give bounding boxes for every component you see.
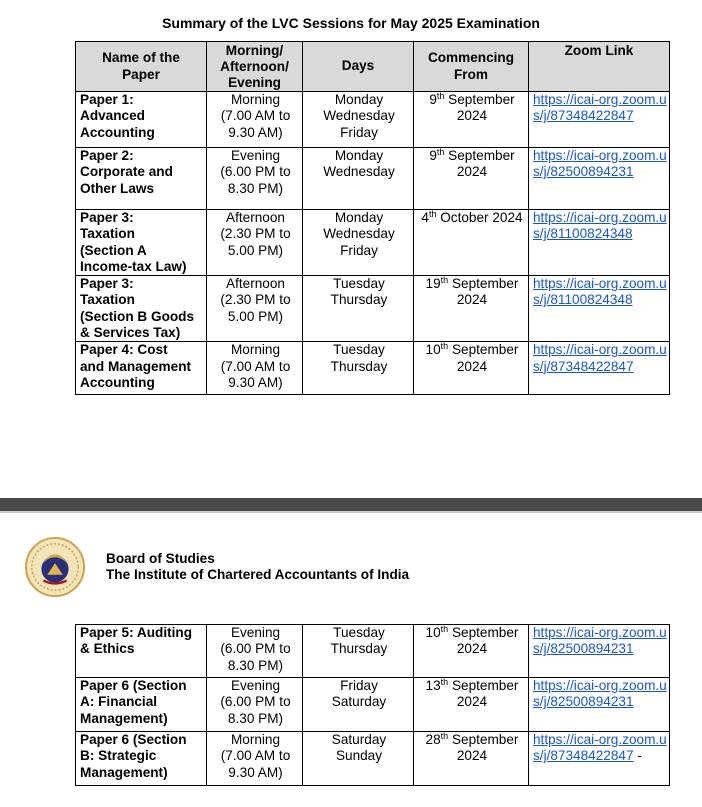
date-rest: October 2024	[436, 210, 523, 225]
date-ordinal-suffix: th	[440, 677, 449, 687]
header-zoom-link: Zoom Link	[529, 42, 670, 92]
table-row	[76, 678, 670, 732]
date-ordinal-suffix: th	[440, 275, 449, 286]
date-ordinal-suffix: th	[428, 209, 437, 219]
institute-name: The Institute of Chartered Accountants of India	[106, 567, 410, 582]
days-cell: Tuesday Thursday	[303, 276, 414, 342]
session-cell: Afternoon (2.30 PM to 5.00 PM)	[207, 276, 303, 342]
zoom-link-cell	[529, 678, 670, 732]
header-days: Days	[303, 42, 414, 92]
date-day: 9	[429, 148, 437, 163]
page-divider	[0, 498, 702, 511]
paper-name-cell: Paper 3: Taxation (Section A Income-tax Law)	[76, 210, 207, 276]
days-cell: Tuesday Thursday	[303, 625, 414, 678]
trailing-dash: -	[633, 748, 642, 764]
date-rest: September 2024	[448, 148, 515, 180]
zoom-link[interactable]: https://icai-org.zoom.us/j/81100824348	[533, 276, 667, 308]
zoom-link-cell	[529, 148, 670, 210]
days-cell: Saturday Sunday	[303, 732, 414, 786]
paper-name-cell: Paper 6 (Section A: Financial Management)	[76, 678, 207, 732]
table-row	[76, 92, 670, 148]
paper-name-cell: Paper 4: Cost and Management Accounting	[76, 342, 207, 395]
lvc-table-page1	[75, 41, 670, 395]
date-rest: September 2024	[448, 92, 515, 124]
zoom-link[interactable]: https://icai-org.zoom.us/j/81100824348	[533, 210, 667, 242]
commencing-date-cell	[414, 148, 529, 210]
date-day: 28	[425, 732, 441, 747]
zoom-link[interactable]: https://icai-org.zoom.us/j/82500894231	[533, 148, 667, 180]
table-row	[76, 625, 670, 678]
zoom-link-cell	[529, 92, 670, 148]
date-ordinal-suffix: th	[440, 624, 449, 634]
session-cell: Afternoon (2.30 PM to 5.00 PM)	[207, 210, 303, 276]
days-cell: Friday Saturday	[303, 678, 414, 732]
zoom-link-cell	[529, 342, 670, 395]
date-ordinal-suffix: th	[436, 91, 445, 101]
date-day: 9	[429, 92, 437, 107]
paper-name-cell: Paper 6 (Section B: Strategic Management)	[76, 732, 207, 786]
paper-name-cell: Paper 2: Corporate and Other Laws	[76, 148, 207, 210]
table-row	[76, 342, 670, 395]
header-paper-name: Name of the Paper	[76, 42, 207, 92]
commencing-date-cell	[414, 732, 529, 786]
session-cell: Evening (6.00 PM to 8.30 PM)	[207, 148, 303, 210]
session-cell: Morning (7.00 AM to 9.30 AM)	[207, 732, 303, 786]
session-cell: Morning (7.00 AM to 9.30 AM)	[207, 92, 303, 148]
table-row	[76, 276, 670, 342]
table-row	[76, 732, 670, 786]
zoom-link-cell	[529, 210, 670, 276]
zoom-link[interactable]: https://icai-org.zoom.us/j/87348422847	[533, 92, 667, 124]
zoom-link[interactable]: https://icai-org.zoom.us/j/87348422847	[533, 732, 667, 764]
header-commencing: Commencing From	[414, 42, 529, 92]
table-row	[76, 210, 670, 276]
date-day: 10	[425, 342, 441, 358]
session-cell: Evening (6.00 PM to 8.30 PM)	[207, 678, 303, 732]
commencing-date-cell	[414, 276, 529, 342]
days-cell: Monday Wednesday Friday	[303, 92, 414, 148]
commencing-date-cell	[414, 210, 529, 276]
page-title: Summary of the LVC Sessions for May 2025 Examination	[162, 15, 540, 31]
date-ordinal-suffix: th	[436, 147, 445, 157]
date-rest: September 2024	[451, 342, 519, 374]
days-cell: Monday Wednesday	[303, 148, 414, 210]
zoom-link-cell	[529, 625, 670, 678]
date-day: 13	[425, 678, 441, 693]
paper-name-cell: Paper 1: Advanced Accounting	[76, 92, 207, 148]
date-day: 4	[421, 210, 429, 225]
board-of-studies-label: Board of Studies	[106, 551, 215, 566]
table-row	[76, 148, 670, 210]
date-day: 10	[425, 625, 441, 640]
date-rest: September 2024	[451, 678, 519, 710]
date-day: 19	[425, 276, 441, 292]
date-rest: September 2024	[451, 625, 519, 657]
days-cell: Monday Wednesday Friday	[303, 210, 414, 276]
date-ordinal-suffix: th	[440, 731, 449, 741]
zoom-link[interactable]: https://icai-org.zoom.us/j/87348422847	[533, 342, 667, 374]
date-rest: September 2024	[451, 732, 519, 764]
header-session: Morning/ Afternoon/ Evening	[207, 42, 303, 92]
paper-name-cell: Paper 3: Taxation (Section B Goods & Services Tax)	[76, 276, 207, 342]
lvc-table-page2	[75, 624, 670, 786]
commencing-date-cell	[414, 625, 529, 678]
paper-name-cell: Paper 5: Auditing & Ethics	[76, 625, 207, 678]
commencing-date-cell	[414, 342, 529, 395]
date-rest: September 2024	[451, 276, 519, 308]
session-cell: Morning (7.00 AM to 9.30 AM)	[207, 342, 303, 395]
icai-emblem-icon	[24, 536, 86, 598]
zoom-link[interactable]: https://icai-org.zoom.us/j/82500894231	[533, 625, 667, 657]
zoom-link[interactable]: https://icai-org.zoom.us/j/82500894231	[533, 678, 667, 710]
zoom-link-cell	[529, 276, 670, 342]
date-ordinal-suffix: th	[440, 341, 449, 352]
session-cell: Evening (6.00 PM to 8.30 PM)	[207, 625, 303, 678]
zoom-link-cell	[529, 732, 670, 786]
commencing-date-cell	[414, 92, 529, 148]
days-cell: Tuesday Thursday	[303, 342, 414, 395]
commencing-date-cell	[414, 678, 529, 732]
board-header	[106, 551, 409, 583]
